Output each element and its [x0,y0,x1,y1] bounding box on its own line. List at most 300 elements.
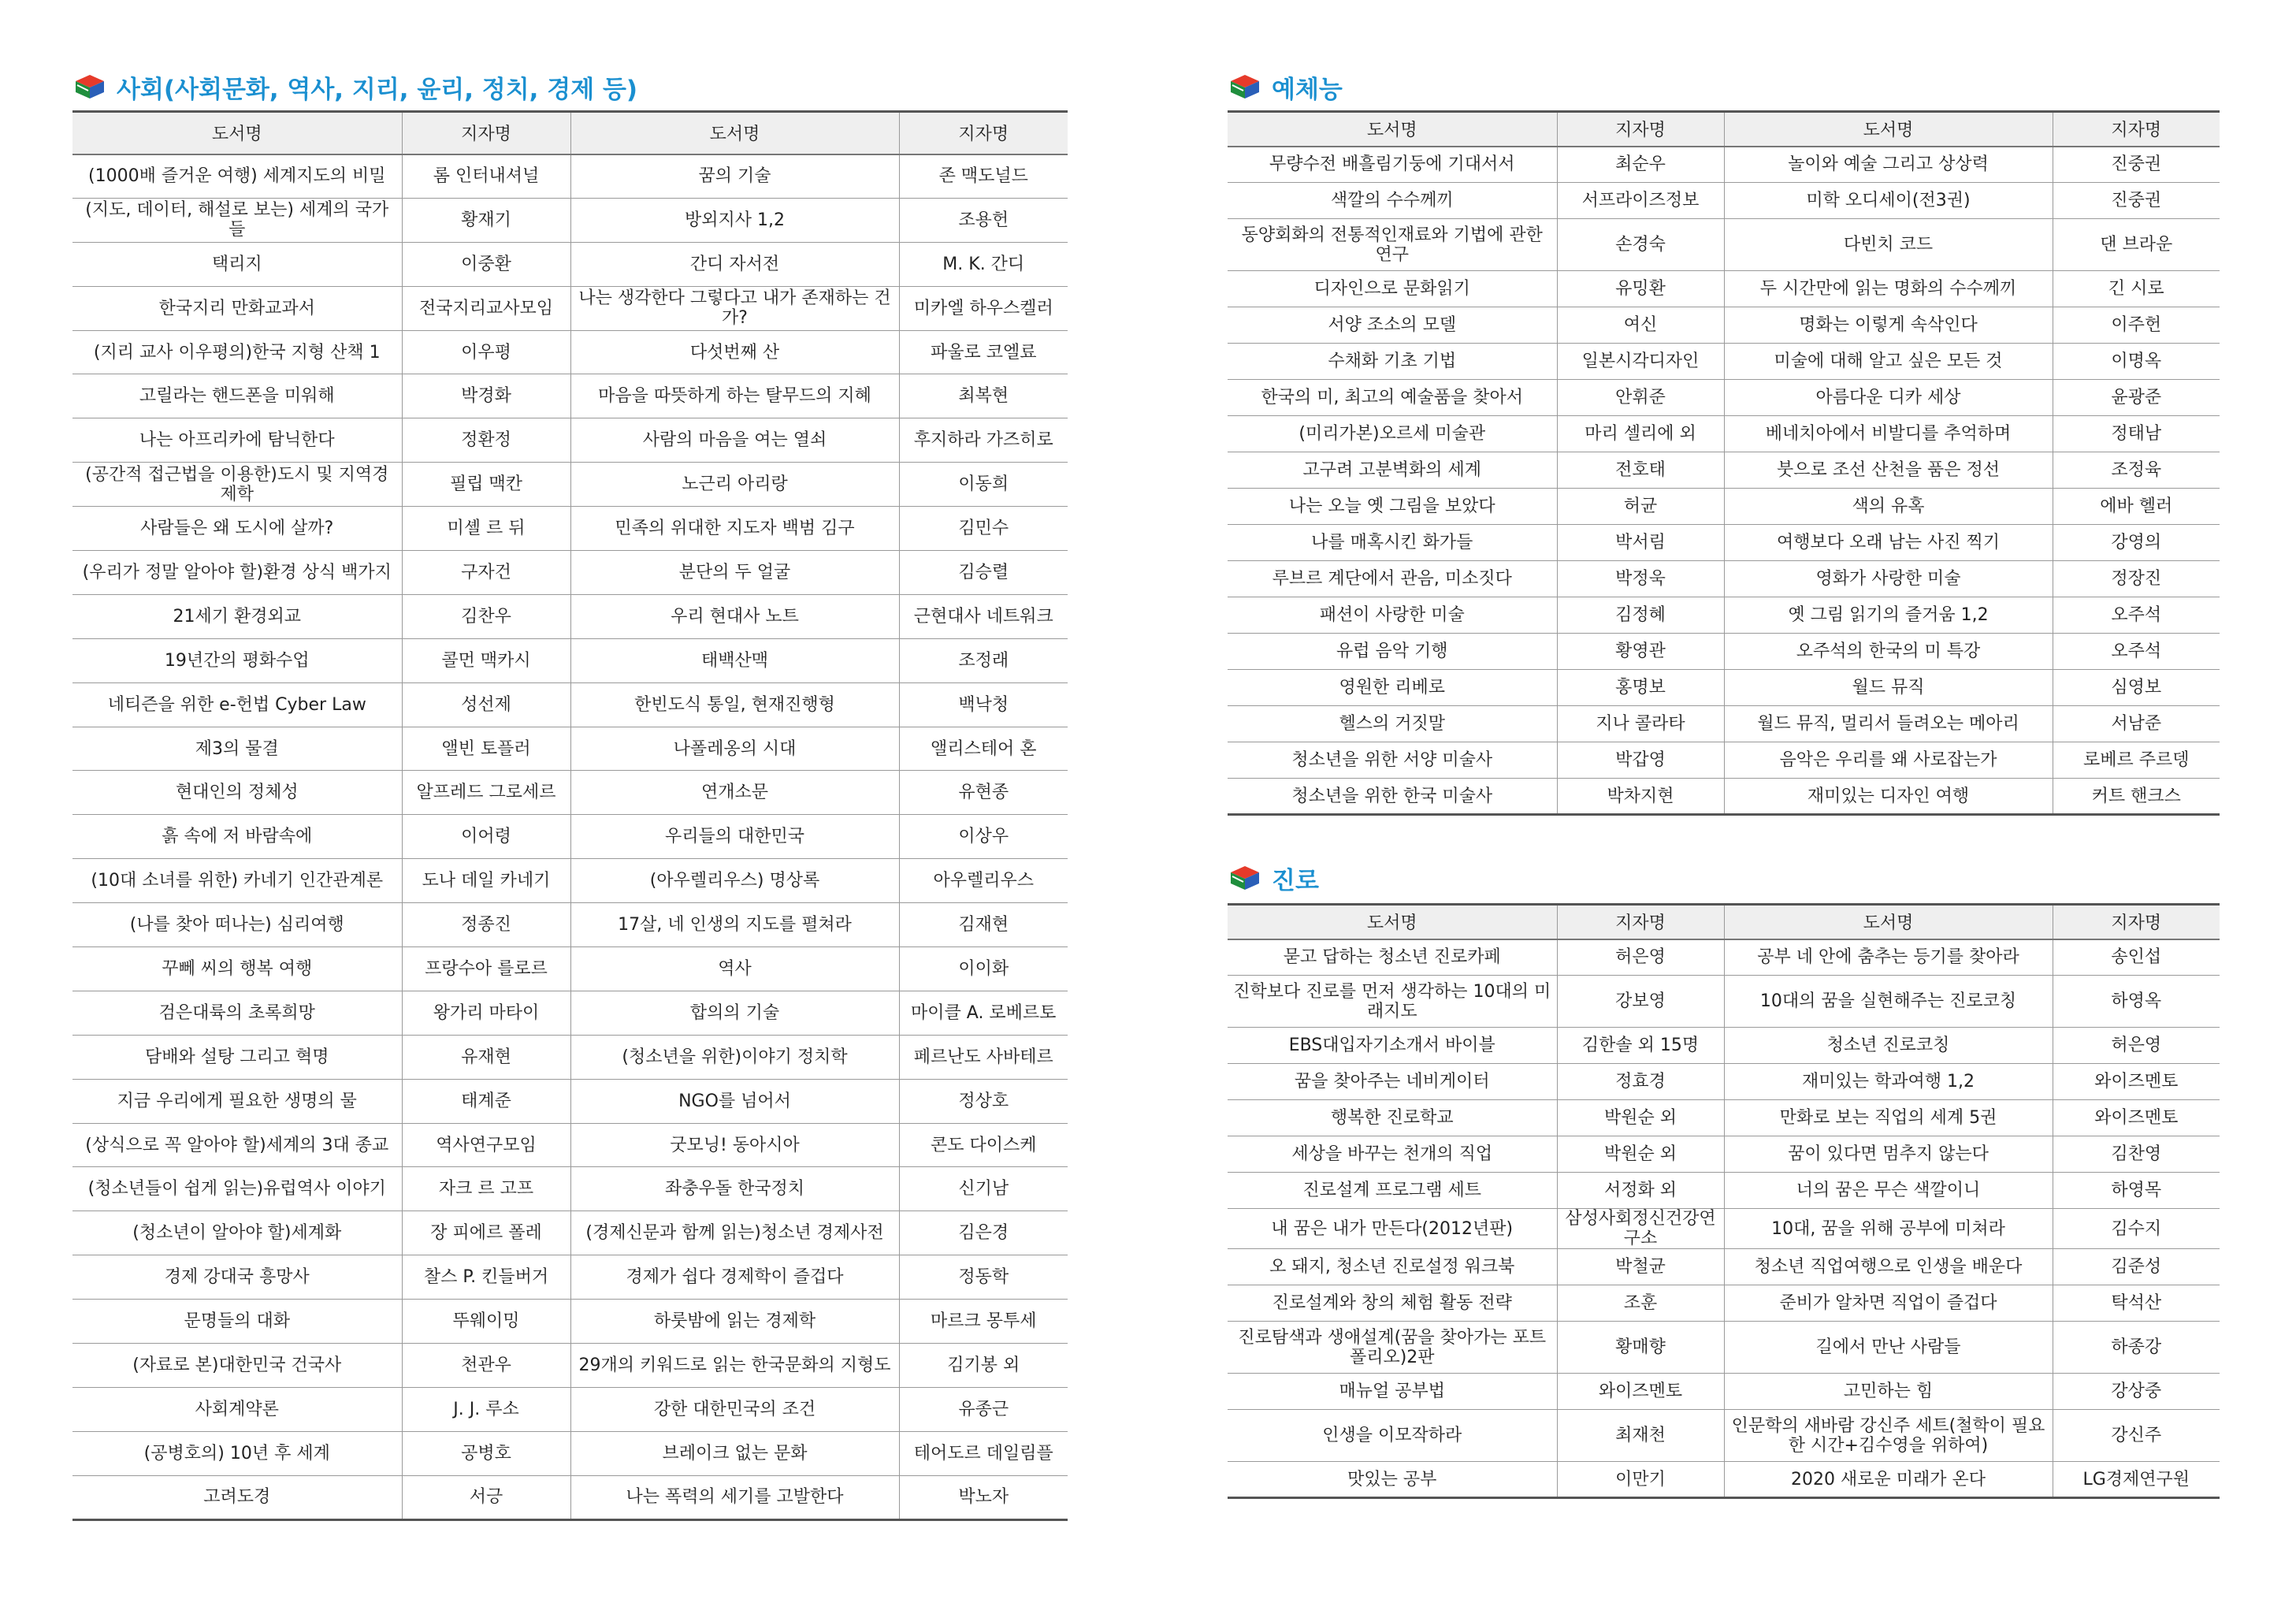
author-cell: 조정육 [2053,452,2220,489]
section-title-text: 진로 [1272,866,1319,895]
author-cell: 구자건 [402,551,570,595]
author-cell: 김정혜 [1557,597,1724,634]
book-title-cell: 한빈도식 통일, 현재진행형 [570,682,899,727]
author-cell: 안휘준 [1557,380,1724,416]
header-author: 지자명 [2053,112,2220,147]
table-row [1228,1136,2220,1173]
table-row [1228,1173,2220,1209]
author-cell: 이이화 [899,947,1068,991]
table-row [1228,1249,2220,1285]
author-cell: 진중권 [2053,147,2220,183]
book-title-cell: 간디 자서전 [570,242,899,286]
book-title-cell: 유럽 음악 기행 [1228,634,1557,670]
book-stack-icon [1228,865,1262,891]
book-title-cell: 우리 현대사 노트 [570,594,899,638]
author-cell: 황영관 [1557,634,1724,670]
table-row [1228,939,2220,976]
book-title-cell: 노근리 아리랑 [570,463,899,507]
book-title-cell: 준비가 알차면 직업이 즐겁다 [1724,1285,2053,1322]
book-title-cell: 경제 강대국 흥망사 [72,1255,402,1300]
author-cell: 이주헌 [2053,307,2220,344]
author-cell: 최복현 [899,374,1068,418]
book-title-cell: 월드 뮤직, 멀리서 들려오는 메아리 [1724,706,2053,742]
book-title-cell: 붓으로 조선 산천을 품은 정선 [1724,452,2053,489]
author-cell: 박차지현 [1557,779,1724,815]
book-title-cell: 택리지 [72,242,402,286]
table-row [72,1123,1068,1167]
author-cell: 김기봉 외 [899,1344,1068,1388]
book-title-cell: (나를 찾아 떠나는) 심리여행 [72,903,402,947]
book-table-arts [1228,110,2220,816]
author-cell: 태계준 [402,1079,570,1123]
author-cell: 김재현 [899,903,1068,947]
author-cell: 박원순 외 [1557,1136,1724,1173]
author-cell: 존 맥도널드 [899,154,1068,199]
author-cell: 강상중 [2053,1374,2220,1410]
author-cell: 윤광준 [2053,380,2220,416]
author-cell: 박경화 [402,374,570,418]
author-cell: 성선제 [402,682,570,727]
book-title-cell: 행복한 진로학교 [1228,1100,1557,1136]
table-row [72,242,1068,286]
author-cell: 강신주 [2053,1410,2220,1462]
author-cell: 전국지리교사모임 [402,286,570,330]
book-title-cell: 색깔의 수수께끼 [1228,183,1557,219]
book-title-cell: (청소년이 알아야 할)세계화 [72,1211,402,1255]
table-row [72,551,1068,595]
table-row [72,1211,1068,1255]
table-row [72,1431,1068,1475]
author-cell: 콘도 다이스케 [899,1123,1068,1167]
author-cell: 탁석산 [2053,1285,2220,1322]
author-cell: 최순우 [1557,147,1724,183]
book-title-cell: 연개소문 [570,771,899,815]
author-cell: 와이즈멘토 [2053,1064,2220,1100]
table-row [1228,1100,2220,1136]
book-title-cell: 우리들의 대한민국 [570,815,899,859]
table-row [1228,779,2220,815]
book-title-cell: 29개의 키워드로 읽는 한국문화의 지형도 [570,1344,899,1388]
book-title-cell: 19년간의 평화수업 [72,638,402,682]
book-title-cell: 17살, 네 인생의 지도를 펼쳐라 [570,903,899,947]
author-cell: 페르난도 사바테르 [899,1035,1068,1079]
author-cell: 로베르 주르뎅 [2053,742,2220,779]
book-title-cell: (공간적 접근법을 이용한)도시 및 지역경제학 [72,463,402,507]
author-cell: 앨리스테어 혼 [899,727,1068,771]
table-row [72,1300,1068,1344]
book-title-cell: 나는 생각한다 그렇다고 내가 존재하는 건가? [570,286,899,330]
header-title: 도서명 [570,112,899,154]
author-cell: 오주석 [2053,634,2220,670]
book-title-cell: 역사 [570,947,899,991]
author-cell: 조훈 [1557,1285,1724,1322]
book-title-cell: 나는 아프리카에 탐닉한다 [72,418,402,463]
author-cell: 박갑영 [1557,742,1724,779]
author-cell: 황매향 [1557,1322,1724,1374]
book-title-cell: 꿈이 있다면 멈추지 않는다 [1724,1136,2053,1173]
book-title-cell: 패션이 사랑한 미술 [1228,597,1557,634]
book-title-cell: 디자인으로 문화읽기 [1228,271,1557,307]
author-cell: 마이클 A. 로베르토 [899,991,1068,1035]
table-row [1228,307,2220,344]
table-row [1228,489,2220,525]
book-title-cell: 고민하는 힘 [1724,1374,2053,1410]
table-row [72,1035,1068,1079]
author-cell: 삼성사회정신건강연구소 [1557,1209,1724,1249]
author-cell: 뚜웨이밍 [402,1300,570,1344]
author-cell: 콜먼 맥카시 [402,638,570,682]
author-cell: 김은경 [899,1211,1068,1255]
book-title-cell: 미학 오디세이(전3권) [1724,183,2053,219]
book-title-cell: 꿈의 기술 [570,154,899,199]
table-row [72,815,1068,859]
book-title-cell: (미리가본)오르세 미술관 [1228,416,1557,452]
book-title-cell: 월드 뮤직 [1724,670,2053,706]
author-cell: M. K. 간디 [899,242,1068,286]
table-row [72,903,1068,947]
table-row [1228,1410,2220,1462]
author-cell: 정태남 [2053,416,2220,452]
book-title-cell: 음악은 우리를 왜 사로잡는가 [1724,742,2053,779]
author-cell: 필립 맥칸 [402,463,570,507]
book-title-cell: 경제가 쉽다 경제학이 즐겁다 [570,1255,899,1300]
book-title-cell: 문명들의 대화 [72,1300,402,1344]
book-title-cell: (우리가 정말 알아야 할)환경 상식 백가지 [72,551,402,595]
author-cell: 와이즈멘토 [2053,1100,2220,1136]
author-cell: 미셸 르 뒤 [402,507,570,551]
table-row [1228,976,2220,1028]
author-cell: J. J. 루소 [402,1387,570,1431]
author-cell: 공병호 [402,1431,570,1475]
table-row [1228,183,2220,219]
author-cell: 전호태 [1557,452,1724,489]
author-cell: 에바 헬러 [2053,489,2220,525]
author-cell: 앨빈 토플러 [402,727,570,771]
author-cell: 파울로 코엘료 [899,330,1068,374]
section-title [1228,68,1343,106]
book-title-cell: 놀이와 예술 그리고 상상력 [1724,147,2053,183]
book-title-cell: 수채화 기초 기법 [1228,344,1557,380]
book-title-cell: 세상을 바꾸는 천개의 직업 [1228,1136,1557,1173]
table-row [72,198,1068,242]
table-row [1228,742,2220,779]
book-title-cell: 합의의 기술 [570,991,899,1035]
author-cell: 일본시각디자인 [1557,344,1724,380]
author-cell: 허은영 [1557,939,1724,976]
table-row [72,594,1068,638]
book-title-cell: (공병호의) 10년 후 세계 [72,1431,402,1475]
book-title-cell: 영원한 리베로 [1228,670,1557,706]
book-title-cell: 고려도경 [72,1475,402,1519]
table-row [72,1475,1068,1519]
book-title-cell: 꿈을 찾아주는 네비게이터 [1228,1064,1557,1100]
author-cell: 여신 [1557,307,1724,344]
author-cell: 도나 데일 카네기 [402,859,570,903]
author-cell: 김찬우 [402,594,570,638]
table-row [1228,1064,2220,1100]
book-title-cell: (경제신문과 함께 읽는)청소년 경제사전 [570,1211,899,1255]
header-author: 지자명 [402,112,570,154]
author-cell: 박서림 [1557,525,1724,561]
author-cell: 김준성 [2053,1249,2220,1285]
author-cell: 김찬영 [2053,1136,2220,1173]
author-cell: 미카엘 하우스켈러 [899,286,1068,330]
author-cell: 김승렬 [899,551,1068,595]
book-title-cell: 네티즌을 위한 e-헌법 Cyber Law [72,682,402,727]
book-title-cell: 무량수전 배흘림기둥에 기대서서 [1269,154,1515,175]
book-title-cell: 분단의 두 얼굴 [570,551,899,595]
book-title-cell: (지도, 데이터, 해설로 보는) 세계의 국가들 [72,198,402,242]
book-title-cell: 사람들은 왜 도시에 살까? [72,507,402,551]
book-title-cell: (청소년들이 쉽게 읽는)유럽역사 이야기 [72,1167,402,1211]
table-row [72,991,1068,1035]
table-row [72,154,1068,199]
book-title-cell: 방외지사 1,2 [570,198,899,242]
table-row [1228,416,2220,452]
author-cell: 이우평 [402,330,570,374]
book-title-cell: 현대인의 정체성 [72,771,402,815]
author-cell: 서긍 [402,1475,570,1519]
author-cell: 송인섭 [2053,939,2220,976]
table-row [1228,1374,2220,1410]
author-cell: 하영목 [2053,1173,2220,1209]
book-title-cell: 나를 매혹시킨 화가들 [1228,525,1557,561]
author-cell: 조정래 [899,638,1068,682]
table-row [72,859,1068,903]
author-cell: 박원순 외 [1557,1100,1724,1136]
book-title-cell: 진로설계와 창의 체험 활동 전략 [1228,1285,1557,1322]
table-row [1228,597,2220,634]
author-cell: 김수지 [2053,1209,2220,1249]
author-cell: 허균 [1557,489,1724,525]
table-row [72,1079,1068,1123]
author-cell: 하영옥 [2053,976,2220,1028]
author-cell: 유종근 [899,1387,1068,1431]
book-title-cell: 두 시간만에 읽는 명화의 수수께끼 [1724,271,2053,307]
book-title-cell: EBS대입자기소개서 바이블 [1228,1028,1557,1064]
table-row [1228,452,2220,489]
table-row [72,463,1068,507]
header-author: 지자명 [1557,905,1724,939]
header-author: 지자명 [899,112,1068,154]
author-cell: 근현대사 네트워크 [899,594,1068,638]
table-row [72,374,1068,418]
book-title-cell: 루브르 계단에서 관음, 미소짓다 [1228,561,1557,597]
book-title-cell: 브레이크 없는 문화 [570,1431,899,1475]
header-title: 도서명 [1228,112,1557,147]
header-title: 도서명 [1228,905,1557,939]
table-row [72,947,1068,991]
book-title-cell: 내 꿈은 내가 만든다(2012년판) [1228,1209,1557,1249]
section-title [72,68,637,106]
table-row [72,1167,1068,1211]
table-row [1228,1285,2220,1322]
book-title-cell: 명화는 이렇게 속삭인다 [1724,307,2053,344]
author-cell: 강보영 [1557,976,1724,1028]
book-title-cell: NGO를 넘어서 [570,1079,899,1123]
book-title-cell: 베네치아에서 비발디를 추억하며 [1724,416,2053,452]
book-title-cell: 사람의 마음을 여는 열쇠 [570,418,899,463]
book-title-cell: 아름다운 디카 세상 [1724,380,2053,416]
author-cell: 조용헌 [899,198,1068,242]
header-title: 도서명 [1724,905,2053,939]
author-cell: 마리 셀리에 외 [1557,416,1724,452]
table-row [72,286,1068,330]
book-title-cell: (10대 소녀를 위한) 카네기 인간관계론 [72,859,402,903]
author-cell: 홍명보 [1557,670,1724,706]
author-cell: 와이즈멘토 [1557,1374,1724,1410]
author-cell: 이중환 [402,242,570,286]
author-cell: 역사연구모임 [402,1123,570,1167]
book-title-cell: 청소년을 위한 서양 미술사 [1228,742,1557,779]
author-cell: 진중권 [2053,183,2220,219]
author-cell: 심영보 [2053,670,2220,706]
book-title-cell: (청소년을 위한)이야기 정치학 [570,1035,899,1079]
book-title-cell: 헬스의 거짓말 [1228,706,1557,742]
book-title-cell: (상식으로 꼭 알아야 할)세계의 3대 종교 [72,1123,402,1167]
author-cell: LG경제연구원 [2053,1462,2220,1498]
book-title-cell: 10대, 꿈을 위해 공부에 미쳐라 [1724,1209,2053,1249]
book-title-cell: 다빈치 코드 [1724,219,2053,271]
author-cell: 찰스 P. 킨들버거 [402,1255,570,1300]
book-title-cell: 오 돼지, 청소년 진로설정 워크북 [1228,1249,1557,1285]
table-row [1228,670,2220,706]
book-title-cell: 마음을 따뜻하게 하는 탈무드의 지혜 [570,374,899,418]
book-title-cell: 흙 속에 저 바람속에 [72,815,402,859]
table-row [1228,706,2220,742]
book-title-cell: 동양회화의 전통적인재료와 기법에 관한 연구 [1228,219,1557,271]
book-title-cell: 영화가 사랑한 미술 [1724,561,2053,597]
author-cell: 후지하라 가즈히로 [899,418,1068,463]
book-title-cell: 청소년을 위한 한국 미술사 [1228,779,1557,815]
book-title-cell: 길에서 만난 사람들 [1724,1322,2053,1374]
author-cell: 정동학 [899,1255,1068,1300]
table-row [72,418,1068,463]
author-cell: 김한솔 외 15명 [1557,1028,1724,1064]
author-cell: 강영의 [2053,525,2220,561]
book-title-cell: 지금 우리에게 필요한 생명의 물 [72,1079,402,1123]
author-cell: 알프레드 그로세르 [402,771,570,815]
author-cell: 손경숙 [1557,219,1724,271]
author-cell: 커트 핸크스 [2053,779,2220,815]
table-row [1228,380,2220,416]
author-cell: 프랑수아 를로르 [402,947,570,991]
book-title-cell: 제3의 물결 [72,727,402,771]
book-title-cell: 민족의 위대한 지도자 백범 김구 [570,507,899,551]
book-title-cell: 21세기 환경외교 [72,594,402,638]
table-row [1228,1028,2220,1064]
header-author: 지자명 [1557,112,1724,147]
table-row [1228,344,2220,380]
author-cell: 마르크 몽투세 [899,1300,1068,1344]
author-cell: 최재천 [1557,1410,1724,1462]
book-title-cell: 인문학의 새바람 강신주 세트(철학이 필요한 시간+김수영을 위하여) [1724,1410,2053,1462]
author-cell: 김민수 [899,507,1068,551]
table-row [1228,561,2220,597]
author-cell: 이만기 [1557,1462,1724,1498]
book-title-cell: 사회계약론 [72,1387,402,1431]
book-title-cell: 여행보다 오래 남는 사진 찍기 [1724,525,2053,561]
author-cell: 백낙청 [899,682,1068,727]
author-cell: 이상우 [899,815,1068,859]
book-title-cell: 진학보다 진로를 먼저 생각하는 10대의 미래지도 [1228,976,1557,1028]
author-cell: 지나 콜라타 [1557,706,1724,742]
table-row [1228,271,2220,307]
book-title-cell: 고구려 고분벽화의 세계 [1228,452,1557,489]
author-cell: 롬 인터내셔널 [402,154,570,199]
author-cell: 황재기 [402,198,570,242]
table-row [1228,147,2220,183]
table-row [72,727,1068,771]
section-title-text: 사회(사회문화, 역사, 지리, 윤리, 정치, 경제 등) [117,75,638,104]
book-title-cell: 굿모닝! 동아시아 [570,1123,899,1167]
book-title-cell: (지리 교사 이우평의)한국 지형 산책 1 [72,330,402,374]
book-title-cell: 공부 네 안에 춤추는 등기를 찾아라 [1724,939,2053,976]
book-title-cell: (자료로 본)대한민국 건국사 [72,1344,402,1388]
book-title-cell: 만화로 보는 직업의 세계 5권 [1724,1100,2053,1136]
table-row [1228,1322,2220,1374]
section-title [1228,859,1319,897]
author-cell: 이동희 [899,463,1068,507]
author-cell: 신기남 [899,1167,1068,1211]
book-stack-icon [1228,73,1262,100]
book-title-cell: 오주석의 한국의 미 특강 [1724,634,2053,670]
author-cell: 박철균 [1557,1249,1724,1285]
table-row [72,507,1068,551]
author-cell: 자크 르 고프 [402,1167,570,1211]
book-title-cell: 2020 새로운 미래가 온다 [1724,1462,2053,1498]
book-title-cell: 미술에 대해 알고 싶은 모든 것 [1724,344,2053,380]
table-row [1228,634,2220,670]
author-cell: 왕가리 마타이 [402,991,570,1035]
book-title-cell: 나는 오늘 옛 그림을 보았다 [1228,489,1557,525]
author-cell: 정종진 [402,903,570,947]
book-title-cell: 다섯번째 산 [570,330,899,374]
table-row [1228,525,2220,561]
author-cell: 서남준 [2053,706,2220,742]
book-title-cell: 10대의 꿈을 실현해주는 진로코칭 [1724,976,2053,1028]
book-title-cell: 검은대륙의 초록희망 [72,991,402,1035]
author-cell: 정환정 [402,418,570,463]
book-title-cell: 청소년 직업여행으로 인생을 배운다 [1724,1249,2053,1285]
table-row [1228,219,2220,271]
author-cell: 서정화 외 [1557,1173,1724,1209]
author-cell: 박노자 [899,1475,1068,1519]
book-stack-icon [72,73,107,100]
book-title-cell: 한국지리 만화교과서 [72,286,402,330]
book-title-cell: 나는 폭력의 세기를 고발한다 [570,1475,899,1519]
author-cell: 장 피에르 폴레 [402,1211,570,1255]
author-cell: 긴 시로 [2053,271,2220,307]
header-author: 지자명 [2053,905,2220,939]
book-title-cell: 좌충우돌 한국정치 [570,1167,899,1211]
book-title-cell: 묻고 답하는 청소년 진로카페 [1283,947,1501,968]
book-title-cell: 옛 그림 읽기의 즐거움 1,2 [1724,597,2053,634]
book-title-cell: 너의 꿈은 무슨 색깔이니 [1724,1173,2053,1209]
table-row [72,682,1068,727]
table-row [72,330,1068,374]
author-cell: 아우렐리우스 [899,859,1068,903]
book-title-cell: 재미있는 학과여행 1,2 [1724,1064,2053,1100]
table-row [72,1344,1068,1388]
table-row [1228,1462,2220,1498]
author-cell: 박정욱 [1557,561,1724,597]
author-cell: 천관우 [402,1344,570,1388]
book-title-cell: 한국의 미, 최고의 예술품을 찾아서 [1228,380,1557,416]
book-table-career [1228,903,2220,1499]
book-title-cell: 진로설계 프로그램 세트 [1228,1173,1557,1209]
book-title-cell: 하룻밤에 읽는 경제학 [570,1300,899,1344]
